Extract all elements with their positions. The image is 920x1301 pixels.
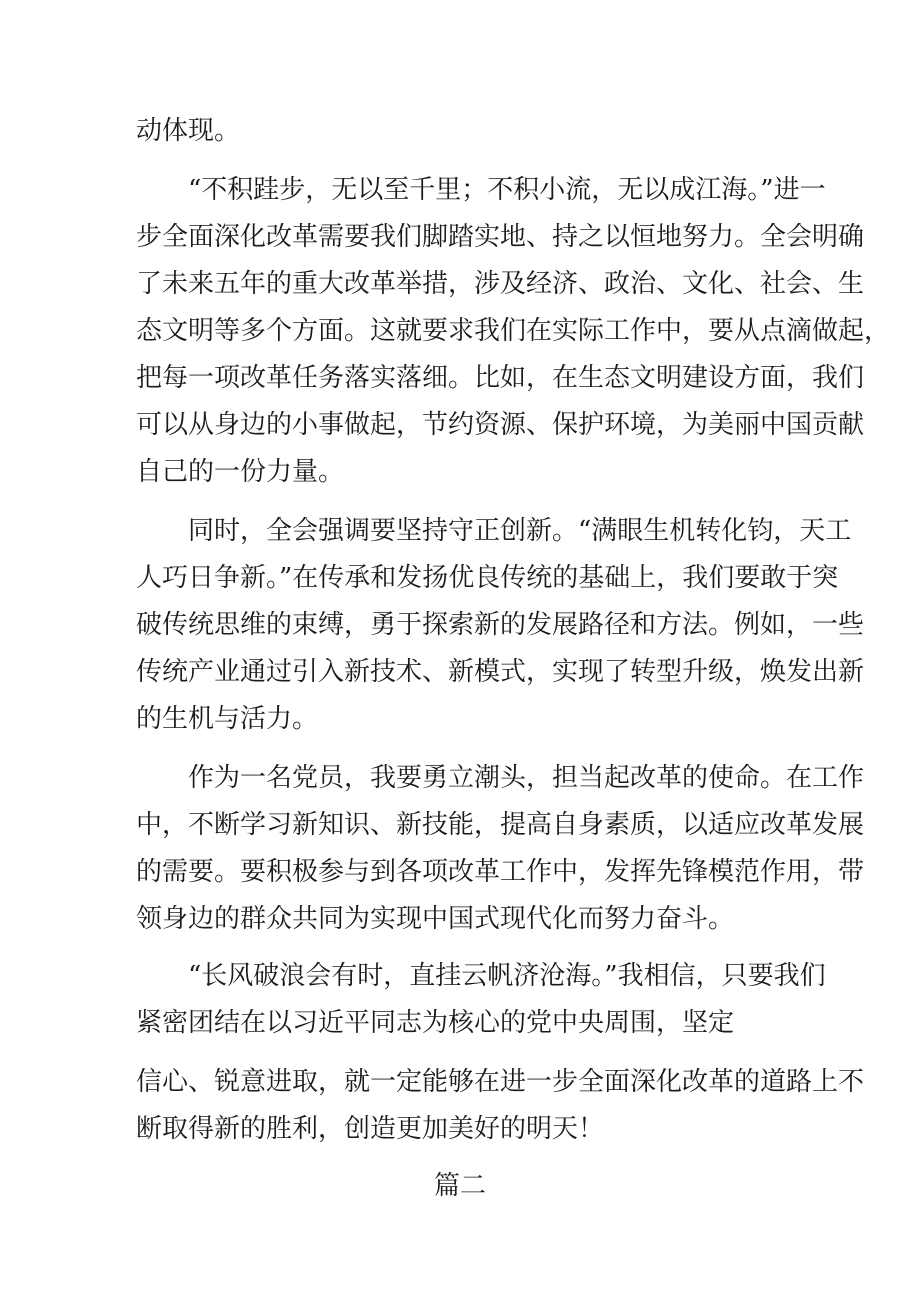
text-line: 传统产业通过引入新技术、新模式，实现了转型升级，焕发出新 [136, 657, 865, 687]
text-line: “不积跬步，无以至千里；不积小流，无以成江海。”进一 [188, 175, 826, 205]
text-line: 领身边的群众共同为实现中国式现代化而努力奋斗。 [136, 904, 735, 934]
text-line: 了未来五年的重大改革举措，涉及经济、政治、文化、社会、生 [136, 269, 865, 299]
text-line: 可以从身边的小事做起，节约资源、保护环境，为美丽中国贡献 [136, 410, 865, 440]
text-line: 紧密团结在以习近平同志为核心的党中央周围，坚定 [136, 1008, 735, 1038]
text-line: 自己的一份力量。 [136, 457, 345, 487]
text-line: 人巧日争新。”在传承和发扬优良传统的基础上，我们要敢于突 [136, 563, 839, 593]
text-line: 作为一名党员，我要勇立潮头，担当起改革的使命。在工作 [188, 763, 865, 793]
text-line: 态文明等多个方面。这就要求我们在实际工作中，要从点滴做起， [136, 316, 891, 346]
text-line: 断取得新的胜利，创造更加美好的明天！ [136, 1114, 605, 1144]
section-heading: 篇二 [433, 1171, 486, 1201]
text-line: 的需要。要积极参与到各项改革工作中，发挥先锋模范作用，带 [136, 857, 865, 887]
text-line: 信心、锐意进取，就一定能够在进一步全面深化改革的道路上不 [136, 1067, 865, 1097]
text-line: 的生机与活力。 [136, 704, 319, 734]
text-line: 步全面深化改革需要我们脚踏实地、持之以恒地努力。全会明确 [136, 222, 865, 252]
text-line: 中，不断学习新知识、新技能，提高自身素质，以适应改革发展 [136, 810, 865, 840]
text-line: 动体现。 [136, 116, 241, 146]
text-line: 同时，全会强调要坚持守正创新。“满眼生机转化钧，天工 [188, 516, 852, 546]
text-line: 破传统思维的束缚，勇于探索新的发展路径和方法。例如，一些 [136, 610, 865, 640]
text-line: “长风破浪会有时，直挂云帆济沧海。”我相信，只要我们 [188, 961, 826, 991]
text-line: 把每一项改革任务落实落细。比如，在生态文明建设方面，我们 [136, 363, 865, 393]
